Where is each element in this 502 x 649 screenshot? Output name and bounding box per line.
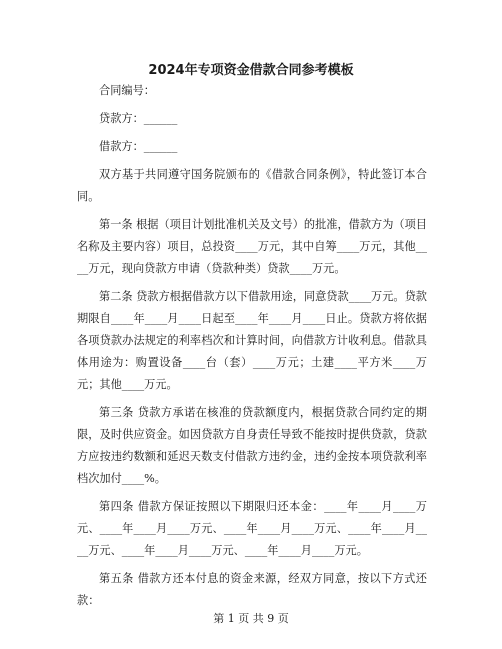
article-1-paragraph: 第一条 根据（项目计划批准机关及文号）的批准，借款方为（项目名称及主要内容）项目，总投资____万元，其中自筹____万元，其他____万元，现向贷款方申请（贷款种类）贷款____万元。 xyxy=(77,218,427,275)
contract-number-line: 合同编号： xyxy=(99,84,155,97)
lender-line: 贷款方：______ xyxy=(99,112,178,125)
document-body xyxy=(77,80,427,612)
article-2-paragraph: 第二条 贷款方根据借款方以下借款用途，同意贷款____万元。贷款期限自____年____月____日起至____年____月____日止。贷款方将依据各项贷款办法规定的利率档次和计算时间，向借款方计收利息。借款具体用途为：购置设备____台（套）____万元；土建____平方米____万元；其他____万元。 xyxy=(77,290,427,391)
page-number-footer: 第 1 页 共 9 页 xyxy=(213,612,289,625)
preamble-paragraph: 双方基于共同遵守国务院颁布的《借款合同条例》，特此签订本合同。 xyxy=(77,168,427,203)
article-4-paragraph: 第四条 借款方保证按照以下期限归还本金：____年____月____万元、____年____月____万元、____年____月____万元、____年____月____万元、____年____月____万元、____年____月____万元。 xyxy=(77,500,427,557)
article-3-paragraph: 第三条 贷款方承诺在核准的贷款额度内，根据贷款合同约定的期限，及时供应资金。如因贷款方自身责任导致不能按时提供贷款，贷款方应按违约数额和延迟天数支付借款方违约金，违约金按本项贷款利率档次加付____%。 xyxy=(77,406,427,485)
article-5-paragraph: 第五条 借款方还本付息的资金来源，经双方同意，按以下方式还款： xyxy=(77,572,427,607)
borrower-line: 借款方：______ xyxy=(99,140,178,153)
document-title: 2024年专项资金借款合同参考模板 xyxy=(148,63,354,78)
